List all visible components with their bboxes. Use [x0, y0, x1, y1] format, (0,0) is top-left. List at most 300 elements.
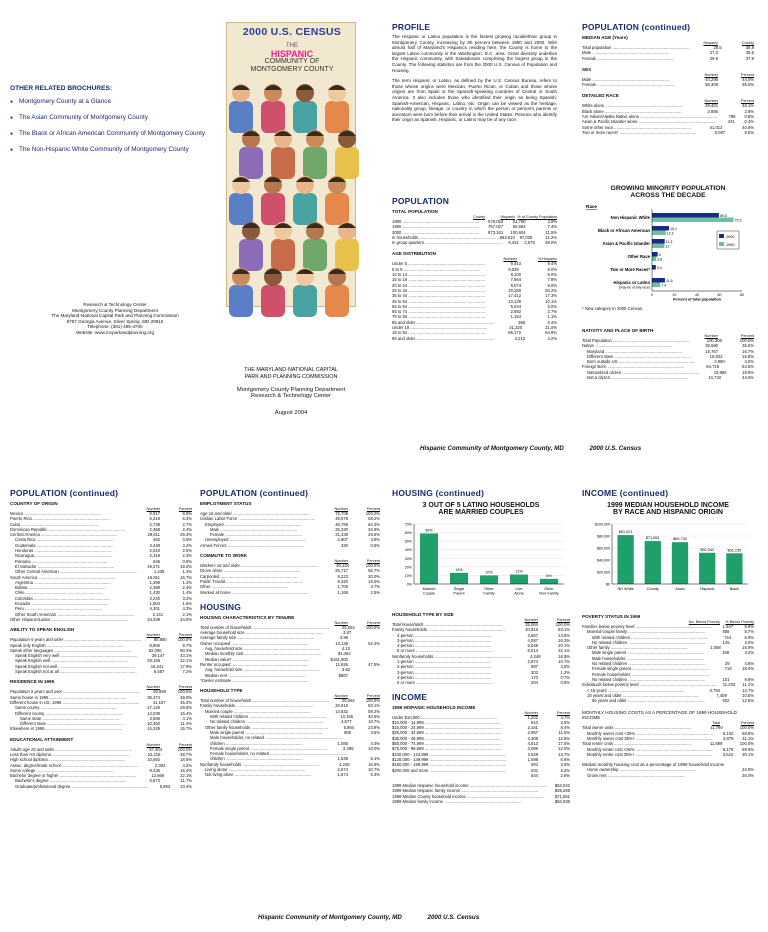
incchart-title2: BY RACE AND HISPANIC ORIGIN [613, 509, 723, 516]
row-value: 6,567 [153, 669, 165, 675]
row-value: 41,012 [709, 124, 723, 130]
category-label: Parent [453, 591, 465, 596]
footer2-left: Hispanic Community of Montgomery County, MD [258, 914, 402, 921]
bar-2000 [652, 278, 665, 283]
dept-name: Montgomery County Planning Department [236, 386, 346, 393]
row-value: 41,167 [152, 699, 166, 705]
row-label: 20 to 24 .................................................................. [392, 282, 486, 288]
cover-line: COMMUNITY OF [264, 58, 320, 65]
row-value: 5,048 [527, 643, 538, 649]
row-value: 46.1% [742, 103, 754, 109]
column-header: Number [146, 633, 160, 638]
row-value: 32.1% [558, 648, 570, 654]
row-label: $75,000 - 99,999 .................................................................. [392, 746, 502, 752]
row-value: 15,833 [709, 353, 723, 359]
row-label: 3-person .................................................................. [397, 637, 492, 643]
row-value: 4,677 [341, 719, 352, 725]
row-value: 2,010 [149, 548, 160, 554]
row-label: 2-person .................................................................. [397, 664, 492, 670]
row-value: 5.7% [744, 629, 754, 635]
bar-2000 [652, 265, 656, 270]
category-label: Black [729, 587, 740, 591]
row-value: 8,014 [527, 648, 538, 654]
row-label: Female householder, no related .................................................................. [210, 751, 347, 757]
race-label: Race [586, 204, 597, 209]
table-row [200, 772, 380, 777]
row-value: 57,404 [149, 746, 163, 752]
row-label: $35,000 - 49,999 .................................................................. [392, 735, 502, 741]
row-value: 3,529 [527, 751, 539, 757]
row-label: Different house in US, 1995 .................................................................. [10, 699, 140, 705]
row-value: 15.7% [180, 726, 192, 732]
row-value: 18.7% [368, 719, 380, 725]
hispanic-income-title: 1999 HISPANIC HOUSEHOLD INCOME [392, 704, 476, 710]
row-label: 65 years and older .................................................................. [592, 698, 705, 704]
row-label: Other family households .................................................................. [205, 724, 329, 730]
row-label: 5 or more .................................................................. [397, 648, 493, 654]
row-label: Maryland .................................................................. [587, 348, 683, 354]
row-value: 4.2% [182, 762, 192, 768]
p2-popcont-title: POPULATION (continued) [10, 488, 119, 498]
nativity-title: NATIVITY AND PLACE OF BIRTH [582, 328, 654, 333]
row-value: 901 [531, 762, 539, 768]
row-value: 20,280 [508, 287, 522, 293]
row-value: 16.3% [558, 637, 570, 643]
row-label: Civilian Labor Force .................................................................. [200, 516, 316, 522]
bar-2000 [652, 252, 658, 257]
household-chart [392, 518, 570, 604]
contact-line: The Maryland-National Capital Park and Planning Commission [51, 313, 179, 319]
row-value: 3,240 [149, 595, 160, 601]
row-value: 18.0% [368, 578, 380, 584]
row-value: 18.6% [180, 757, 192, 763]
row-value: 10.4% [180, 783, 192, 789]
row-label: Family households .................................................................. [392, 627, 505, 633]
row-label: Female .................................................................. [210, 532, 302, 538]
column-header: Percent [366, 507, 380, 511]
row-value: 9,431 [508, 240, 519, 246]
person-hair [328, 85, 346, 90]
row-value: 3,099 [527, 746, 538, 752]
row-value: 12.5% [742, 698, 754, 704]
hhchart-title: 3 OUT OF 5 LATINO HOUSEHOLDS [422, 502, 540, 509]
row-label: $10,000 - 14,999 .................................................................. [392, 719, 502, 725]
row-value: 64.3% [368, 521, 380, 527]
row-value: 1,154 [510, 314, 522, 320]
row-value: 844 [531, 772, 538, 778]
brochure-item [10, 146, 215, 154]
housingcont-title: HOUSING (continued) [392, 488, 485, 498]
person-body [293, 285, 317, 317]
row-value: 39.0% [545, 240, 557, 246]
column-header: County [472, 215, 485, 219]
row-value: 0.7% [560, 674, 570, 680]
row-value: 82,090 [148, 647, 162, 653]
person-body [325, 285, 349, 317]
row-value: 1,202 [527, 714, 538, 720]
row-value: 0.8% [744, 114, 754, 120]
row-label: Male householder, no related .................................................................. [210, 735, 342, 741]
bar-2000-label: 5 [658, 253, 661, 257]
y-tick: $100,000 [595, 522, 610, 527]
row-label: No related children .................................................................. [592, 676, 706, 682]
row-value: 12.0% [558, 746, 570, 752]
row-label: 1980 .................................................................. [392, 219, 480, 224]
row-label: 75 to 84 .................................................................. [392, 314, 486, 320]
row-label: Dominican Republic .................................................................. [10, 526, 126, 532]
row-value: 865 [344, 729, 352, 735]
row-label: Chile .................................................................. [15, 590, 103, 596]
column-header: Percent [740, 99, 754, 104]
row-label: Not living alone .................................................................. [205, 772, 312, 778]
agency-name-1: THE MARYLAND-NATIONAL CAPITAL [244, 367, 338, 373]
row-value: 23.9% [368, 724, 380, 730]
row-value: 7,409 [716, 692, 727, 698]
column-header: % Hispanic [538, 257, 557, 262]
row-label: Nicaragua .................................................................. [15, 553, 113, 559]
row-label: Naturalized citizen .................................................................. [587, 369, 700, 375]
column-header: Hispanic [703, 41, 718, 45]
row-label: 1990 .................................................................. [392, 224, 480, 230]
tenure-title: HOUSING CHARACTERISTICS BY TENURE [200, 614, 295, 620]
row-value: $161,900 [330, 656, 348, 662]
growth-title: GROWING MINORITY POPULATION [610, 185, 726, 192]
table-row [10, 726, 192, 731]
row-value: 44.6% [742, 375, 754, 381]
column-header: % Below Poverty [725, 620, 754, 624]
row-value: 25,064 [341, 698, 355, 704]
x-axis-label: Percent of total population [672, 297, 722, 302]
row-label: 1999 Median Hispanic family income .................................................................. [392, 788, 539, 794]
row-label: Female single parent .................................................................. [592, 666, 710, 672]
row-value: 20,155 [147, 658, 161, 664]
row-value: 3.5% [560, 762, 570, 768]
column-header: Number [503, 257, 517, 262]
row-value: 366 [518, 319, 526, 325]
row-value: 8.9% [744, 624, 754, 629]
row-value: 579,053 [488, 219, 504, 224]
category-label: Single [453, 587, 465, 591]
row-value: 10.0% [368, 745, 380, 751]
crowd-illustration [227, 75, 357, 315]
row-value: 2,368 [149, 526, 160, 532]
income-title: INCOME [392, 691, 428, 702]
row-value: 2.7% [547, 309, 557, 315]
row-value: 12.7% [742, 687, 754, 693]
bar-1990 [652, 244, 664, 249]
person-body [239, 239, 263, 271]
row-value: 22.1% [180, 658, 192, 664]
person-body [293, 193, 317, 225]
row-value: 1,435 [153, 569, 165, 575]
row-label: Bolivia .................................................................. [15, 585, 106, 591]
row-label: $150,000 - 199,999 .................................................................. [392, 762, 507, 768]
row-value: 24.9% [742, 767, 754, 773]
row-label: Living alone .................................................................. [205, 766, 306, 772]
row-value: 9,039 [508, 266, 519, 272]
row-label: Black alone .................................................................. [582, 108, 682, 114]
bar-value-label: $69,730 [673, 537, 687, 542]
column-header: Number [334, 559, 348, 564]
row-value: 863,910 [499, 234, 515, 240]
column-header: Total [711, 721, 720, 726]
table-row [392, 680, 570, 685]
column-header: Percent [366, 694, 380, 699]
bar-value-label: $81,521 [618, 530, 633, 535]
table-row [392, 799, 570, 804]
row-label: Male .................................................................. [582, 76, 670, 82]
row-value: 0.6% [182, 558, 192, 564]
bar-value-label: $51,155 [727, 548, 742, 553]
row-label: Individuals below poverty level .................................................................. [582, 682, 717, 688]
row-value: 13.7% [558, 751, 570, 757]
bar-value-label: 10% [485, 570, 493, 575]
cover-panel [226, 22, 356, 307]
row-value: 3,667 [527, 632, 538, 638]
cover-line: THE [286, 43, 298, 49]
bar-2000-label: 59.5 [719, 214, 727, 218]
row-label: No related children .................................................................. [592, 661, 706, 667]
row-value: 10.1% [545, 298, 557, 304]
bar-1990-label: 7.4 [661, 283, 667, 288]
row-value: 831 [531, 767, 539, 773]
sex-title: SEX [582, 66, 592, 72]
row-value: 330 [341, 542, 348, 548]
row-value: 199 [722, 650, 730, 656]
row-label: Public Transit .................................................................. [200, 578, 304, 584]
english-title: ABILITY TO SPEAK ENGLISH [10, 627, 75, 633]
legend-swatch-1990 [719, 242, 724, 246]
table-row [10, 784, 192, 789]
row-value: 3.96 [339, 635, 348, 641]
row-value: 21,439 [335, 532, 348, 538]
table-row [10, 669, 192, 674]
row-label: In group quarters .................................................................. [392, 240, 502, 246]
row-label: Some college .................................................................. [10, 767, 114, 773]
row-value: 1,430 [149, 590, 160, 596]
row-value: 2,161 [527, 725, 538, 731]
bullet-icon: ● [10, 131, 14, 137]
row-value: 19.2% [180, 563, 192, 569]
column-header: Number [146, 685, 160, 690]
row-value: 25,717 [335, 568, 348, 574]
row-label: Employed .................................................................. [205, 521, 302, 527]
row-value: 11,203 [722, 682, 736, 688]
row-value: 10,155 [340, 714, 354, 720]
row-value: 2.5% [370, 589, 380, 595]
employment-title: EMPLOYMENT STATUS [200, 501, 252, 506]
row-value: 4.10 [342, 646, 351, 652]
row-value: 3.2% [560, 767, 570, 773]
column-header: Percent [740, 334, 754, 338]
row-value: 16,811 [147, 574, 160, 580]
row-value: 90,890 [153, 689, 167, 695]
row-label: Cuba .................................................................. [10, 521, 98, 527]
row-label: Home ownership .................................................................. [587, 767, 697, 773]
hhchart-title2: ARE MARRIED COUPLES [438, 509, 524, 516]
row-label: Argentina .................................................................. [15, 579, 111, 585]
column-header: Number [704, 334, 718, 338]
cover-line-hispanic: HISPANIC [270, 48, 314, 59]
age-title: AGE DISTRIBUTION [392, 251, 436, 257]
y-tick: $60,000 [597, 546, 610, 551]
row-value: 100.0% [739, 725, 754, 731]
category-label: Hispanic [699, 587, 715, 591]
row-label: Native .................................................................. [582, 343, 672, 349]
poverty-title: POVERTY STATUS IN 1999 [582, 614, 641, 619]
y-tick: $40,000 [597, 558, 610, 563]
row-value: 11,790 [710, 725, 723, 731]
category-label: Non Hispanic White [610, 215, 650, 220]
row-label: Less than HS diploma .................................................................. [10, 751, 129, 757]
row-label: Female single parent .................................................................. [210, 745, 328, 751]
row-value: 17.5% [558, 741, 570, 747]
row-label: 2-person .................................................................. [397, 632, 492, 638]
category-label: Couple [422, 591, 436, 596]
bar [699, 553, 715, 584]
row-label: Average household size .................................................................. [200, 630, 323, 636]
row-value: 35,474 [147, 694, 160, 700]
row-value: 10.5% [742, 692, 754, 698]
row-label: $50,000 - 74,999 .................................................................. [392, 741, 502, 747]
row-value: 889 [722, 629, 730, 635]
row-value: 1.4% [182, 569, 192, 575]
brochure-label: The Asian Community of Montgomery County [19, 114, 148, 121]
row-value: 90.3% [180, 647, 192, 653]
row-value [316, 678, 348, 683]
row-value: 100.0% [739, 741, 754, 747]
dept-sub: Research & Technology Center [250, 393, 332, 400]
row-value: 3.87 [343, 630, 352, 636]
row-value: 17,412 [508, 293, 522, 299]
column-header: Number [146, 507, 160, 511]
bar-2000-label: 3.4 [656, 266, 662, 270]
person-hair [232, 85, 250, 90]
row-value: 2.9% [744, 108, 754, 114]
row-value: 31.0% [545, 325, 557, 331]
category-label: Non-Family [539, 591, 559, 596]
row-value: 2,807 [337, 537, 348, 543]
row-label: Under 5 .................................................................. [392, 261, 485, 267]
row-value: 39 [724, 661, 730, 667]
row-value: 7,864 [510, 277, 522, 283]
row-label: $15,000 - 24,999 .................................................................. [392, 725, 502, 731]
row-value: 15.4% [180, 710, 192, 716]
x-tick: 60 [717, 293, 722, 297]
row-value: 2,739 [149, 521, 160, 527]
bar-2000 [652, 226, 669, 231]
row-value: 2,319 [149, 553, 160, 559]
row-value: 3.5% [370, 729, 380, 735]
footer-right: 2000 U.S. Census [589, 445, 642, 452]
education-title: EDUCATIONAL ATTAINMENT [10, 736, 74, 742]
column-header: Percent [366, 559, 380, 564]
row-value: 4.1% [182, 715, 192, 721]
row-value: 897 [531, 664, 538, 670]
bar-1990 [652, 257, 656, 262]
row-value: 1,085 [337, 740, 348, 746]
row-value: 11.7% [180, 778, 192, 784]
bar [645, 541, 661, 584]
bar-value-label: $52,042 [700, 547, 715, 552]
y-tick: 0% [406, 582, 412, 587]
row-label: Born outside US .................................................................. [587, 359, 696, 365]
row-label: Male single parent .................................................................. [210, 729, 323, 735]
row-label: Married-couple family .................................................................. [587, 629, 705, 635]
row-value: 39.0% [180, 694, 192, 700]
row-value: 56.0% [742, 82, 754, 88]
row-value: 788 [728, 114, 736, 120]
row-value: 100.0% [555, 622, 570, 627]
row-label: Total renter units .................................................................. [582, 741, 691, 747]
row-value: $49,269 [554, 788, 570, 794]
row-value: 100.0% [177, 689, 192, 695]
bar-value-label: 11% [515, 569, 523, 574]
row-value: 8,100 [510, 272, 522, 278]
row-label: Total population .................................................................. [582, 45, 690, 50]
row-value: 8,917 [149, 511, 160, 516]
row-label: < 18 years .................................................................. [587, 687, 685, 693]
row-value: 9.0% [547, 266, 557, 272]
bar-1990-label: 72.5 [734, 218, 742, 223]
row-value: 37.9 [745, 55, 754, 61]
row-value: 3.2% [182, 595, 192, 601]
row-value: 744 [724, 634, 732, 640]
row-value: 6,673 [149, 778, 160, 784]
row-value: 2,879 [723, 736, 734, 742]
row-value: 22.1% [180, 773, 192, 779]
row-value: 16.9% [742, 645, 754, 651]
row-label: Drove alone .................................................................. [200, 568, 301, 574]
person-body [261, 285, 285, 317]
row-label: 10 to 14 .................................................................. [392, 272, 486, 278]
row-value: 29.8% [180, 705, 192, 711]
bullet-icon: ● [10, 147, 14, 153]
table-row [200, 590, 380, 595]
row-value: 5.3% [182, 516, 192, 522]
row-label: Male single parent .................................................................. [592, 650, 705, 656]
table-row [10, 617, 192, 622]
category-label: Hispanic or Latino [613, 280, 650, 285]
row-value: 11.4% [180, 721, 192, 727]
column-header: Hispanic [500, 215, 515, 219]
row-value: 7.2% [182, 669, 192, 675]
row-label: Speak English well .................................................................. [15, 658, 129, 664]
row-label: $200,000 and more .................................................................. [392, 767, 507, 773]
row-label: Median monthly cost .................................................................. [205, 651, 322, 657]
table-row [582, 773, 754, 778]
row-value: 757,027 [488, 224, 504, 230]
row-value: 27.3 [709, 50, 718, 56]
row-value: $71,551 [554, 793, 570, 799]
row-value: 6.1% [370, 756, 380, 762]
row-value: 11,926 [335, 661, 348, 667]
row-label: 15 to 19 .................................................................. [392, 277, 486, 283]
row-value: 29.5% [368, 532, 380, 538]
row-value: 14.6% [558, 632, 570, 638]
incchart-title: 1999 MEDIAN HOUSEHOLD INCOME [607, 502, 729, 509]
row-value: 2,674 [337, 766, 348, 772]
category-label: Black or African American [597, 228, 650, 233]
person-body [229, 101, 253, 133]
row-label: children .................................................................. [210, 740, 303, 746]
row-value: 15.8% [742, 353, 754, 359]
row-value: 64,719 [706, 364, 720, 370]
category-label: NH White [617, 587, 634, 591]
row-value: 4,248 [339, 761, 350, 767]
row-label: Speak English not at all .................................................................. [15, 669, 137, 675]
row-value: 9,087 [714, 129, 726, 135]
